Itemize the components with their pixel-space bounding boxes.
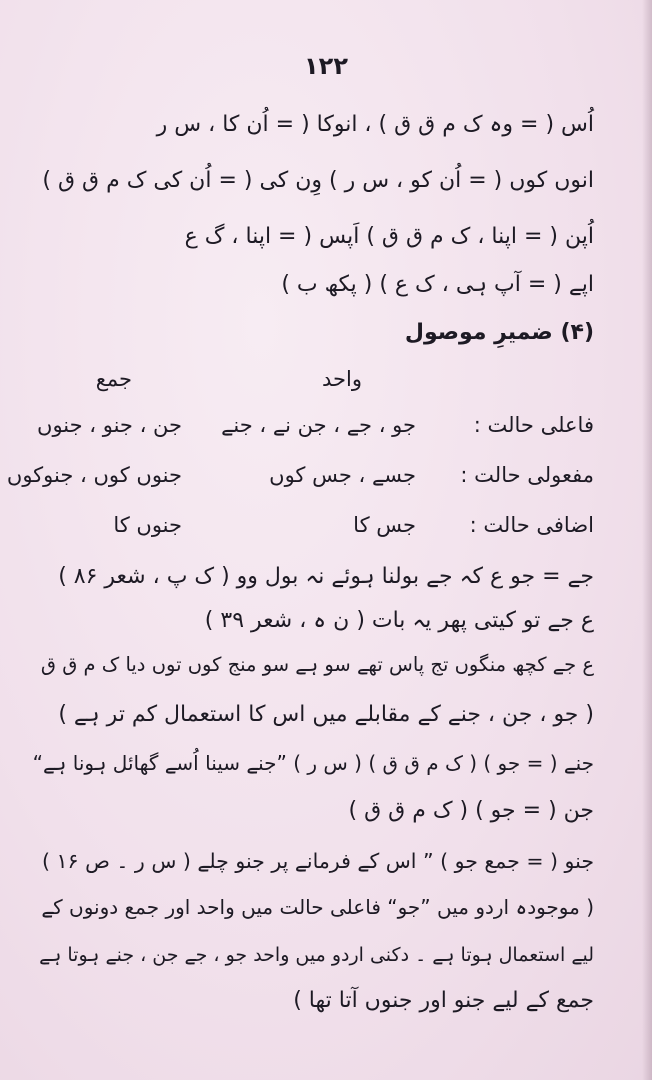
page-number: ۱۲۲ <box>304 52 348 80</box>
text-line: ( موجودہ اردو میں ”جو“ فاعلی حالت میں واحد اور جمع دونوں کے <box>41 895 594 919</box>
text-line: جن ( = جو ) ( ک م ق ق ) <box>348 798 594 823</box>
text-line: انوں کوں ( = اُن کو ، س ر ) وِن کی ( = اُن کی ک م ق ق ) <box>42 168 594 193</box>
singular-forms: جسے ، جس کوں <box>269 463 416 487</box>
text-line: جمع کے لیے جنو اور جنوں آتا تھا ) <box>293 988 594 1013</box>
column-header-plural: جمع <box>95 367 132 391</box>
text-line: اُپن ( = اپنا ، ک م ق ق ) اَپس ( = اپنا ، گ ع <box>184 224 594 249</box>
text-line: ( جو ، جن ، جنے کے مقابلے میں اس کا استعمال کم تر ہے ) <box>58 702 594 727</box>
text-line: ع جے تو کیتی پھر یہ بات ( ن ہ ، شعر ۳۹ ) <box>204 608 594 633</box>
text-line: اپے ( = آپ ہی ، ک ع ) ( پکھ ب ) <box>281 272 594 297</box>
singular-forms: جس کا <box>353 513 416 537</box>
singular-forms: جو ، جے ، جن نے ، جنے <box>221 413 416 437</box>
plural-forms: جنوں کوں ، جنوکوں <box>6 463 182 487</box>
case-label: مفعولی حالت : <box>460 463 594 487</box>
text-line: جے = جو ع کہ جے بولنا ہوئے نہ بول وو ( ک پ ، شعر ۸۶ ) <box>58 564 594 589</box>
text-line: جنے ( = جو ) ( ک م ق ق ) ( س ر ) ”جنے سینا اُسے گھائل ہونا ہے“ <box>32 751 594 775</box>
case-label: فاعلی حالت : <box>473 413 594 437</box>
page-edge-shadow <box>642 0 652 1080</box>
text-line: ع جے کچھ منگوں تج پاس تھے سو ہے سو منج کوں توں دیا ک م ق ق <box>40 653 594 676</box>
text-line: جنو ( = جمع جو ) ” اس کے فرمانے پر جنو چلے ( س ر ۔ ص ۱۶ ) <box>42 849 594 873</box>
column-header-singular: واحد <box>322 367 362 391</box>
plural-forms: جنوں کا <box>113 513 182 537</box>
text-line: لیے استعمال ہوتا ہے ۔ دکنی اردو میں واحد جو ، جے جن ، جنے ہوتا ہے <box>39 944 594 966</box>
plural-forms: جن ، جنو ، جنوں <box>37 413 182 437</box>
section-heading: (۴) ضمیرِ موصول <box>404 320 594 345</box>
case-label: اضافی حالت : <box>469 513 594 537</box>
text-line: اُس ( = وہ ک م ق ق ) ، انوکا ( = اُن کا ، س ر <box>156 112 594 137</box>
